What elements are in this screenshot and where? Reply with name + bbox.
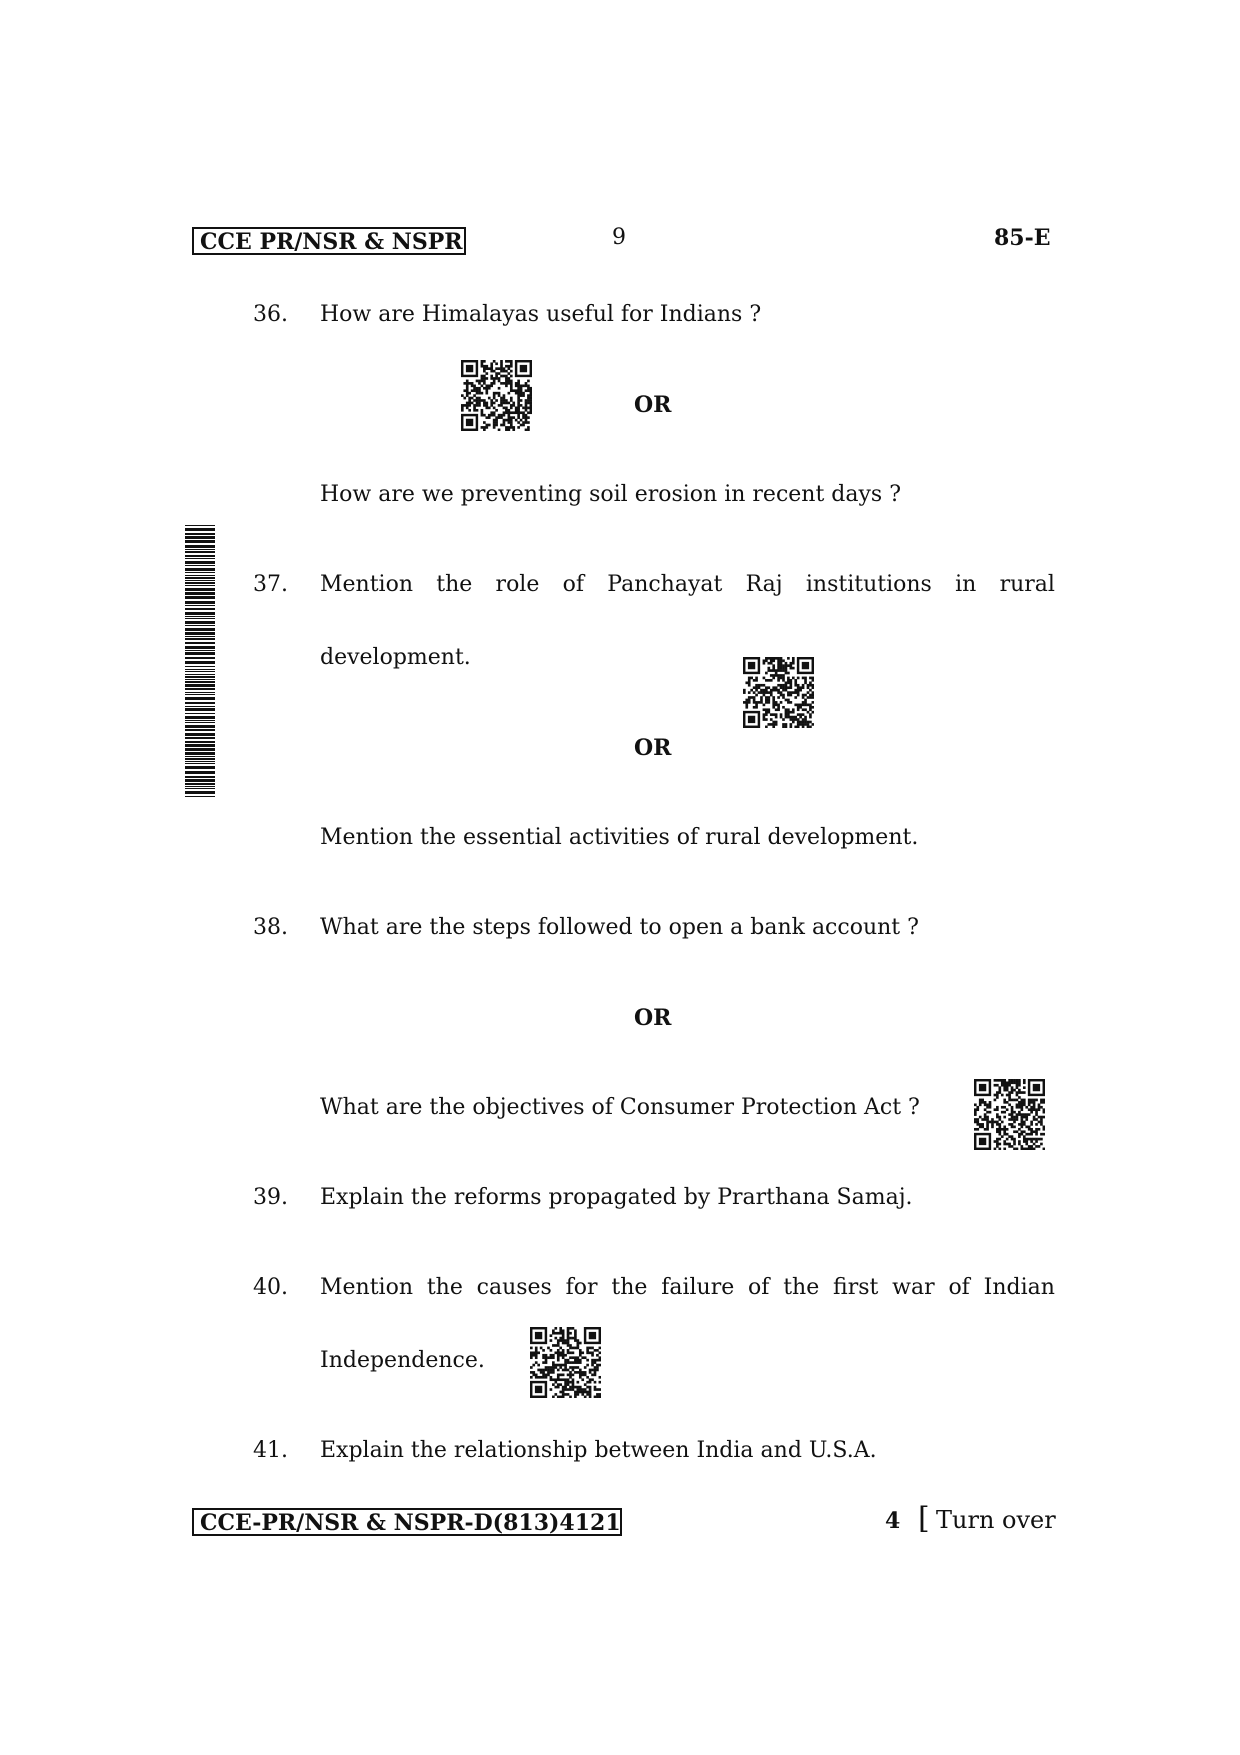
- bracket: [: [918, 1501, 930, 1536]
- word: for: [565, 1275, 598, 1300]
- or-label: OR: [634, 735, 672, 761]
- header-code-box: CCE PR/NSR & NSPR: [192, 227, 466, 255]
- word: failure: [661, 1275, 735, 1300]
- turn-over-text: Turn over: [936, 1506, 1056, 1534]
- word: the: [426, 1275, 463, 1300]
- question-text: [320, 570, 1055, 600]
- question-number: 37.: [253, 572, 288, 597]
- question-text: How are Himalayas useful for Indians ?: [320, 302, 762, 327]
- word: of: [748, 1275, 770, 1300]
- question-number: 38.: [253, 915, 288, 940]
- word: institutions: [805, 572, 932, 597]
- paper-code: 85-E: [994, 225, 1051, 251]
- word: rural: [999, 572, 1055, 597]
- word: Mention: [320, 572, 414, 597]
- word: war: [892, 1275, 935, 1300]
- question-number: 40.: [253, 1275, 288, 1300]
- word: first: [833, 1275, 879, 1300]
- or-label: OR: [634, 1005, 672, 1031]
- qr-code-icon: [461, 360, 532, 431]
- word: of: [948, 1275, 970, 1300]
- word: of: [562, 572, 585, 597]
- or-label: OR: [634, 392, 672, 418]
- word: Indian: [983, 1275, 1055, 1300]
- question-number: 36.: [253, 302, 288, 327]
- question-text-continued: Independence.: [320, 1348, 485, 1373]
- word: causes: [476, 1275, 552, 1300]
- question-text: Explain the reforms propagated by Prarthana Samaj.: [320, 1185, 913, 1210]
- question-text: Explain the relationship between India and U.S.A.: [320, 1438, 877, 1463]
- footer-code-box: CCE-PR/NSR & NSPR-D(813)4121: [192, 1508, 622, 1536]
- page-number: 9: [612, 225, 626, 250]
- question-number: 39.: [253, 1185, 288, 1210]
- word: Panchayat: [607, 572, 723, 597]
- question-text: [320, 1273, 1055, 1303]
- word: role: [495, 572, 540, 597]
- sheet-number: 4: [885, 1508, 901, 1534]
- alternative-question-text: Mention the essential activities of rural development.: [320, 825, 919, 850]
- word: the: [436, 572, 473, 597]
- word: the: [611, 1275, 648, 1300]
- word: Raj: [745, 572, 783, 597]
- question-text: What are the steps followed to open a bank account ?: [320, 915, 919, 940]
- alternative-question-text: How are we preventing soil erosion in recent days ?: [320, 482, 902, 507]
- word: Mention: [320, 1275, 414, 1300]
- word: in: [955, 572, 977, 597]
- qr-code-icon: [974, 1079, 1045, 1150]
- barcode-icon: [185, 525, 215, 797]
- qr-code-icon: [530, 1327, 601, 1398]
- qr-code-icon: [743, 657, 814, 728]
- word: the: [783, 1275, 820, 1300]
- alternative-question-text: What are the objectives of Consumer Protection Act ?: [320, 1095, 920, 1120]
- question-text-continued: development.: [320, 645, 471, 670]
- question-number: 41.: [253, 1438, 288, 1463]
